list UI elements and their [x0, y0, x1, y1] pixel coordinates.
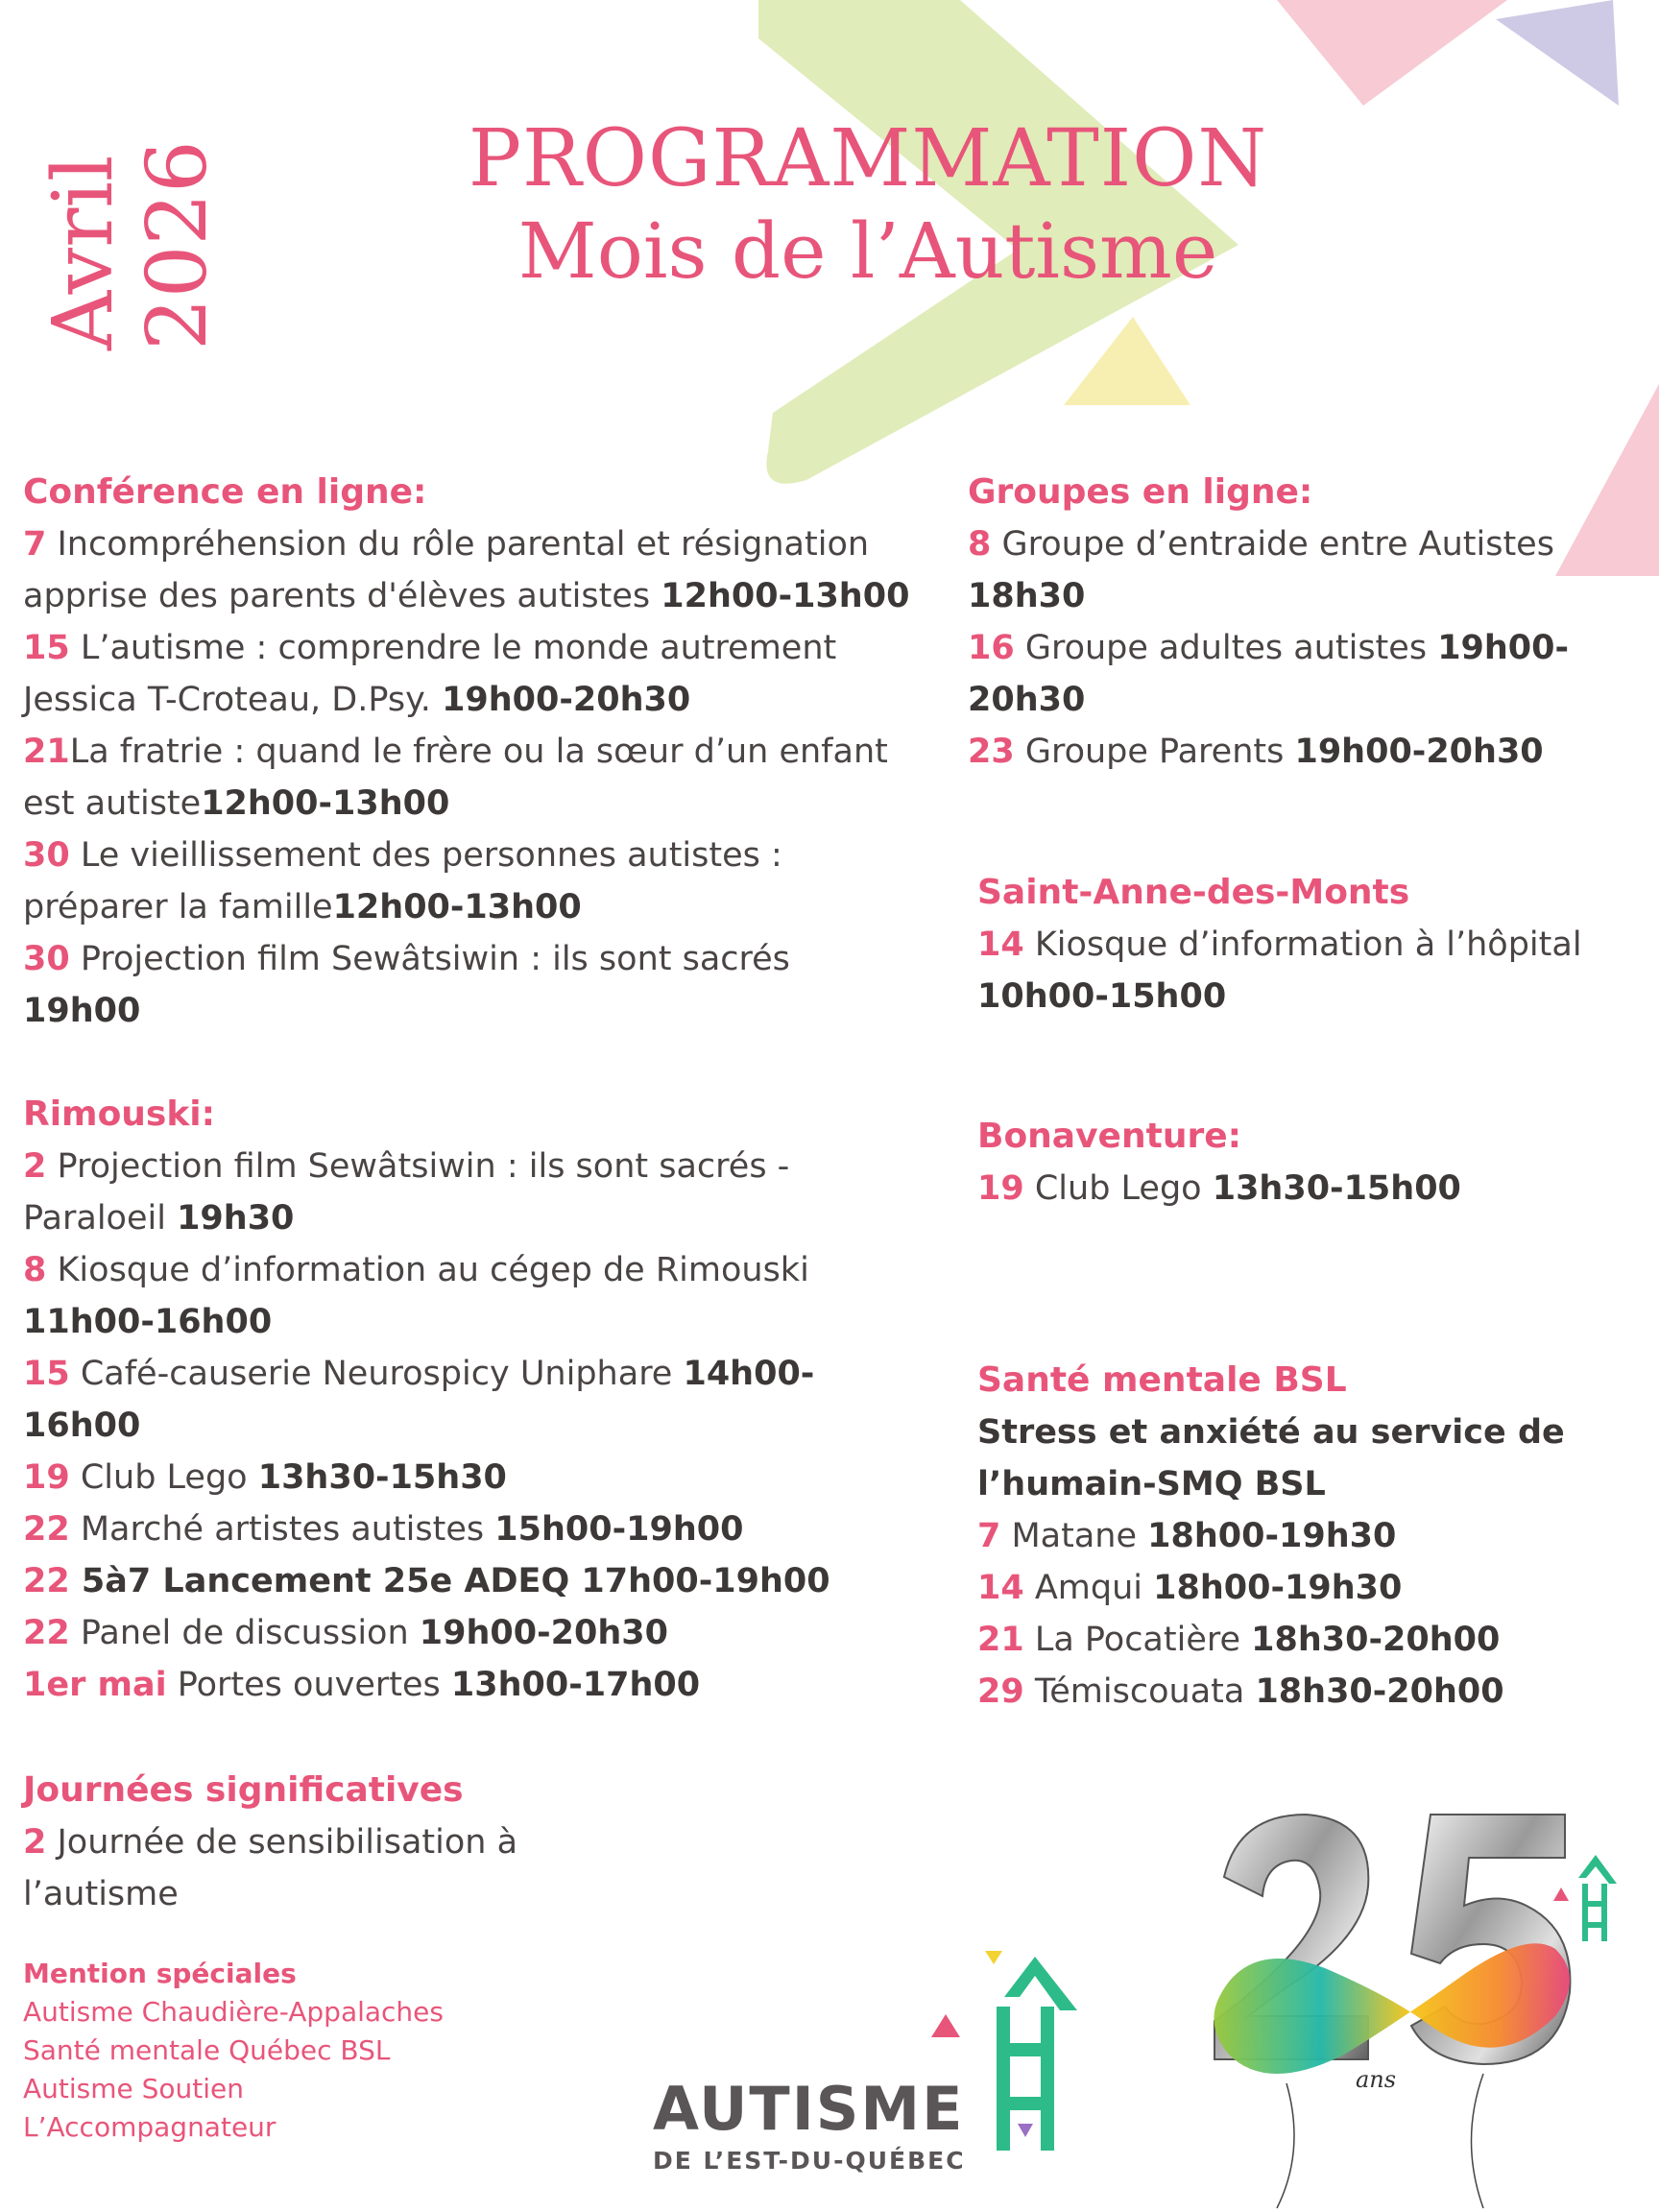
event-text: Café-causerie Neurospicy Uniphare	[69, 1355, 684, 1393]
event-text: Kiosque d’information au cégep de Rimouski	[46, 1251, 809, 1289]
event-day: 7	[23, 525, 47, 564]
title-line-2: Mois de l’Autisme	[517, 206, 1218, 296]
event-day: 22	[23, 1562, 70, 1600]
event-time: 16h00	[23, 1407, 141, 1445]
mention-item: L’Accompagnateur	[23, 2111, 276, 2143]
event-day: 7	[977, 1517, 1001, 1555]
event-text: La Pocatière	[1023, 1621, 1252, 1659]
event-day: 16	[968, 629, 1015, 667]
event-day: 30	[23, 940, 70, 978]
event-text: Incompréhension du rôle parental et résignation	[46, 525, 870, 564]
event-day: 19	[23, 1458, 70, 1497]
event-time: 19h00-20h30	[442, 681, 691, 719]
event-text: Amqui	[1023, 1569, 1154, 1607]
event-time: 18h30	[968, 577, 1086, 615]
event-text: Projection film Sewâtsiwin : ils sont sacrés -	[46, 1147, 790, 1186]
event-time: 18h00-19h30	[1153, 1569, 1403, 1607]
event-text: Projection film Sewâtsiwin : ils sont sacrés	[69, 940, 790, 978]
event-time: 19h00-20h30	[419, 1614, 668, 1652]
event-text: Groupe adultes autistes	[1014, 629, 1438, 667]
anniversary-label: ans	[1356, 2066, 1397, 2093]
event-day: 29	[977, 1672, 1024, 1711]
event-day: 22	[23, 1614, 70, 1652]
event-text: Journée de sensibilisation à	[46, 1823, 518, 1862]
section-heading: Groupes en ligne:	[968, 472, 1313, 512]
section-subtitle: l’humain-SMQ BSL	[977, 1465, 1326, 1503]
event-day: 21	[977, 1621, 1024, 1659]
event-time: 5à7 Lancement 25e ADEQ 17h00-19h00	[69, 1562, 830, 1600]
event-day: 14	[977, 926, 1024, 964]
event-time: 13h30-15h30	[257, 1458, 507, 1497]
logo-subtitle: DE L’EST-DU-QUÉBEC	[653, 2147, 966, 2175]
mention-item: Autisme Soutien	[23, 2073, 245, 2104]
event-text: Groupe Parents	[1014, 733, 1295, 771]
event-time: 18h30-20h00	[1251, 1621, 1501, 1659]
event-time: 19h30	[177, 1199, 295, 1238]
section-subtitle: Stress et anxiété au service de	[977, 1413, 1565, 1452]
event-text: Jessica T-Croteau, D.Psy.	[23, 681, 443, 719]
event-text: Témiscouata	[1023, 1672, 1256, 1711]
event-day: 30	[23, 836, 70, 875]
event-text: Marché artistes autistes	[69, 1510, 495, 1549]
event-time: 14h00-	[683, 1355, 815, 1393]
event-time: 11h00-16h00	[23, 1303, 273, 1341]
event-text: La fratrie : quand le frère ou la sœur d’un enfant	[69, 733, 888, 771]
logo-name: AUTISME	[653, 2074, 965, 2144]
section-heading: Santé mentale BSL	[977, 1360, 1347, 1400]
event-time: 12h00-13h00	[661, 577, 910, 615]
event-text: Le vieillissement des personnes autistes :	[69, 836, 782, 875]
event-day: 23	[968, 733, 1015, 771]
event-time: 13h00-17h00	[450, 1666, 701, 1704]
event-time: 18h30-20h00	[1255, 1672, 1504, 1711]
event-text: Groupe d’entraide entre Autistes	[991, 525, 1554, 564]
event-time: 20h30	[968, 681, 1086, 719]
event-time: 15h00-19h00	[494, 1510, 744, 1549]
event-text: Paraloeil	[23, 1199, 178, 1238]
event-time: 19h00-20h30	[1294, 733, 1544, 771]
section-heading: Conférence en ligne:	[23, 472, 427, 512]
event-day: 15	[23, 629, 70, 667]
event-text: L’autisme : comprendre le monde autrement	[69, 629, 837, 667]
event-day: 19	[977, 1169, 1024, 1208]
event-day: 1er mai	[23, 1666, 167, 1704]
section-heading: Saint-Anne-des-Monts	[977, 873, 1410, 912]
event-time: 19h00	[23, 992, 141, 1030]
section-heading: Bonaventure:	[977, 1117, 1242, 1156]
event-text: Matane	[1000, 1517, 1148, 1555]
event-text: Club Lego	[1023, 1169, 1213, 1208]
event-day: 14	[977, 1569, 1024, 1607]
event-day: 8	[23, 1251, 47, 1289]
event-day: 2	[23, 1823, 47, 1862]
mentions-heading: Mention spéciales	[23, 1958, 297, 1989]
event-text: Kiosque d’information à l’hôpital	[1023, 926, 1582, 964]
event-time: 13h30-15h00	[1212, 1169, 1461, 1208]
event-text: Portes ouvertes	[166, 1666, 451, 1704]
event-day: 15	[23, 1355, 70, 1393]
event-text: apprise des parents d'élèves autistes	[23, 577, 661, 615]
event-text: est autiste	[23, 784, 202, 823]
event-text: Club Lego	[69, 1458, 258, 1497]
event-day: 21	[23, 733, 70, 771]
section-heading: Rimouski:	[23, 1094, 216, 1134]
event-time: 10h00-15h00	[977, 977, 1227, 1016]
event-time: 18h00-19h30	[1147, 1517, 1397, 1555]
event-day: 2	[23, 1147, 47, 1186]
event-time: 19h00-	[1437, 629, 1570, 667]
section-heading: Journées significatives	[23, 1770, 464, 1810]
event-day: 22	[23, 1510, 70, 1549]
year-label: 2026	[130, 140, 226, 350]
event-text: l’autisme	[23, 1875, 179, 1913]
mention-item: Autisme Chaudière-Appalaches	[23, 1996, 444, 2028]
month-label: Avril	[36, 155, 132, 350]
event-time: 12h00-13h00	[201, 784, 450, 823]
mention-item: Santé mentale Québec BSL	[23, 2034, 391, 2066]
event-day: 8	[968, 525, 992, 564]
event-time: 12h00-13h00	[332, 888, 582, 926]
title-line-1: PROGRAMMATION	[468, 113, 1268, 204]
event-text: préparer la famille	[23, 888, 333, 926]
event-text: Panel de discussion	[69, 1614, 420, 1652]
